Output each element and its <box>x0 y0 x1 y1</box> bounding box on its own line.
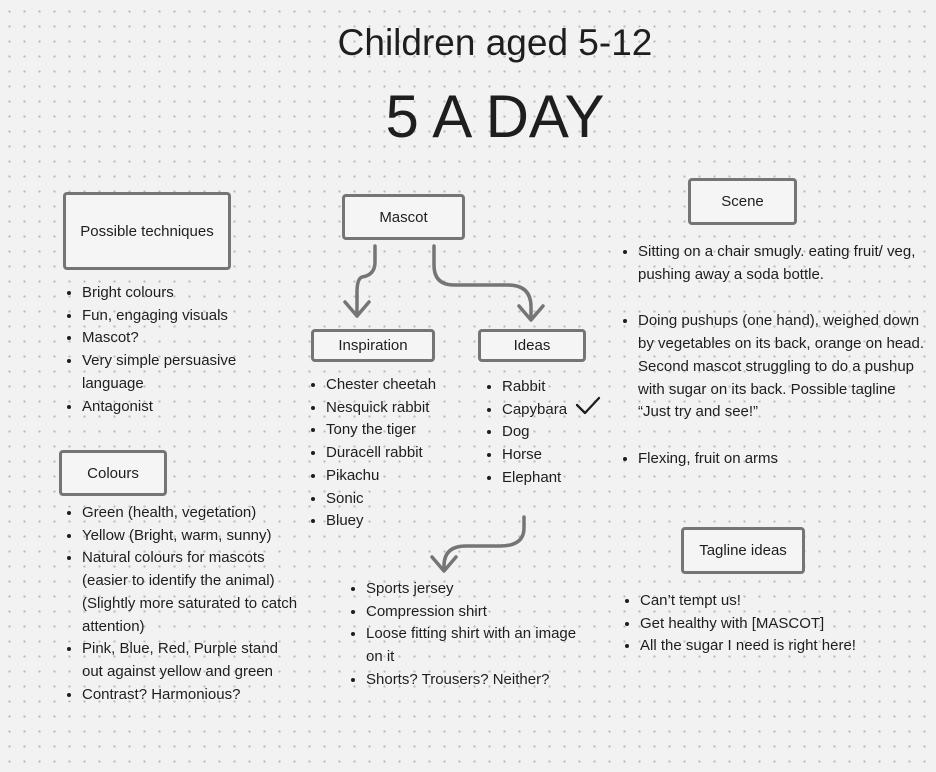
list-item: • Flexing, fruit on arms <box>638 448 928 471</box>
list-item: • Chester cheetah <box>326 374 491 397</box>
list-item: • Doing pushups (one hand), weighed down by vegetables on its back, orange on head. Second mascot struggling to do a pushup with sugar on its back. Possible tagline “Just try and see!” <box>638 310 928 424</box>
list-item: • Fun, engaging visuals <box>82 305 267 328</box>
techniques-list <box>62 282 267 418</box>
list-item: • Sonic <box>326 488 491 511</box>
list-item: • Loose fitting shirt with an image on it <box>366 623 578 668</box>
list-item: • Mascot? <box>82 327 267 350</box>
colours-box[interactable]: Colours <box>59 450 167 496</box>
list-item: • Sports jersey <box>366 578 578 601</box>
list-item: • Very simple persuasive language <box>82 350 267 395</box>
list-item: • Nesquick rabbit <box>326 397 491 420</box>
ideas-box[interactable]: Ideas <box>478 329 586 362</box>
colours-list <box>62 502 300 706</box>
list-item: • Green (health, vegetation) <box>82 502 300 525</box>
list-item: • Natural colours for mascots (easier to identify the animal)(Slightly more saturated to catch attention) <box>82 547 300 638</box>
scene-box[interactable]: Scene <box>688 178 797 225</box>
list-item: • Tony the tiger <box>326 419 491 442</box>
list-item: • All the sugar I need is right here! <box>640 635 900 658</box>
list-item: • Sitting on a chair smugly. eating fruit/ veg, pushing away a soda bottle. <box>638 241 928 286</box>
tagline-ideas-box[interactable]: Tagline ideas <box>681 527 805 574</box>
subtitle: Children aged 5-12 <box>337 22 653 63</box>
list-item: • Contrast? Harmonious? <box>82 684 300 707</box>
scene-list <box>618 241 928 471</box>
list-item: • Bluey <box>326 510 491 533</box>
list-item: • Elephant <box>502 467 612 490</box>
list-item: • Compression shirt <box>366 601 578 624</box>
mascot-box[interactable]: Mascot <box>342 194 465 240</box>
list-item: • Antagonist <box>82 396 267 419</box>
list-item: • Duracell rabbit <box>326 442 491 465</box>
list-item: • Bright colours <box>82 282 267 305</box>
tagline-list <box>620 590 900 658</box>
list-item: • Can’t tempt us! <box>640 590 900 613</box>
list-item: • Dog <box>502 421 612 444</box>
list-item: • Pink, Blue, Red, Purple stand out against yellow and green <box>82 638 300 683</box>
list-item: • Yellow (Bright, warm, sunny) <box>82 525 300 548</box>
inspiration-box[interactable]: Inspiration <box>311 329 435 362</box>
clothing-list <box>346 578 578 692</box>
list-item: • Get healthy with [MASCOT] <box>640 613 900 636</box>
mascot-to-ideas-arrow <box>434 246 531 318</box>
list-item: • Shorts? Trousers? Neither? <box>366 669 578 692</box>
list-item: • Pikachu <box>326 465 491 488</box>
ideas-list <box>482 376 612 490</box>
list-item: • Rabbit <box>502 376 612 399</box>
inspiration-list <box>306 374 491 533</box>
list-item: • Horse <box>502 444 612 467</box>
page-title: 5 A DAY <box>385 83 605 150</box>
possible-techniques-box[interactable]: Possible techniques <box>63 192 231 270</box>
list-item: • Capybara <box>502 399 612 422</box>
